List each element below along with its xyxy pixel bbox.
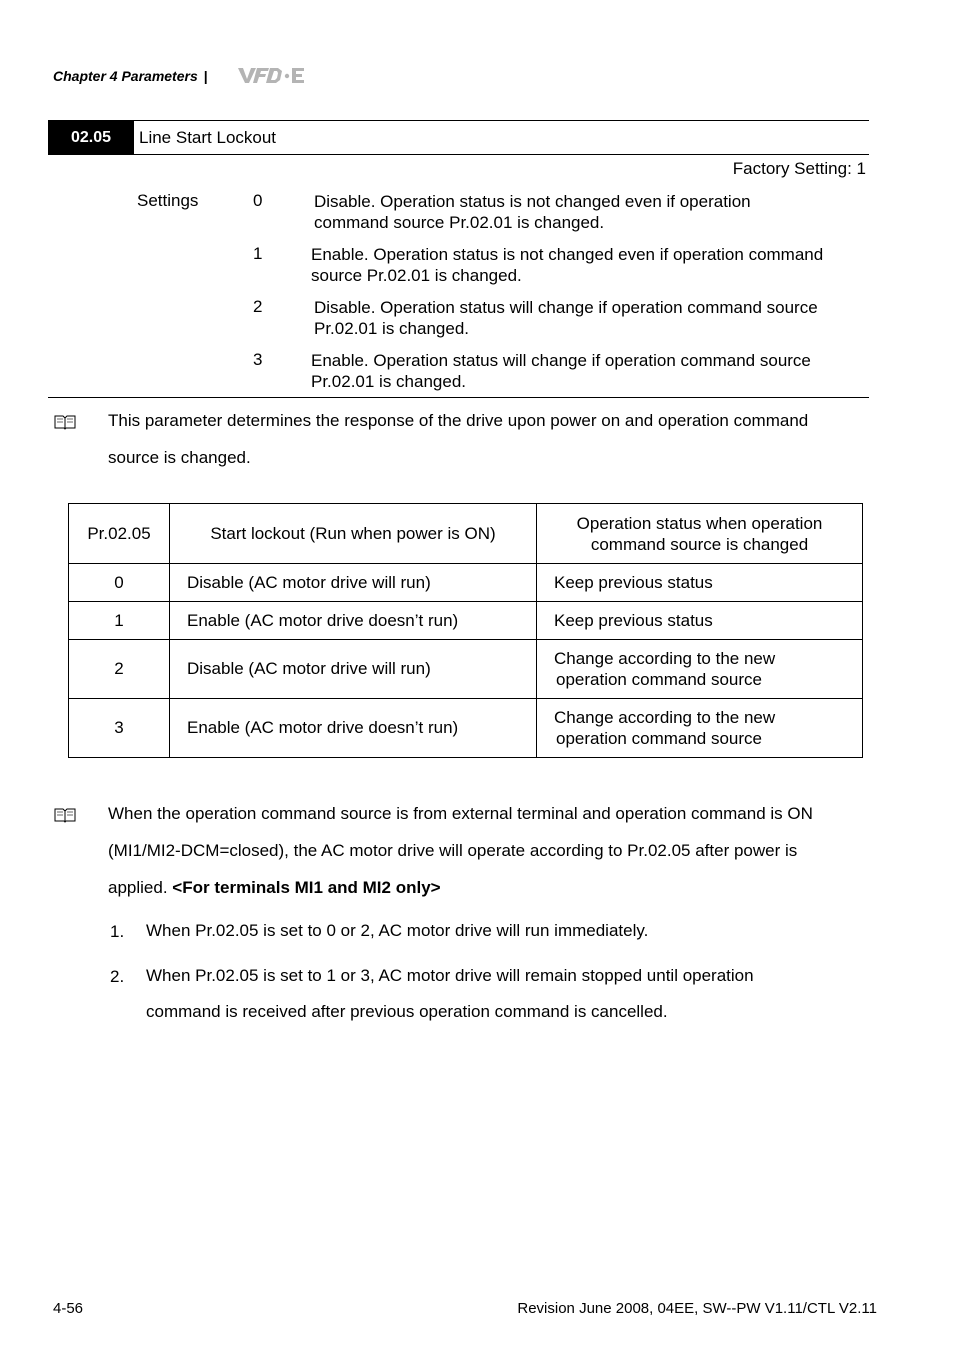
book-icon	[54, 807, 76, 823]
table-cell-value: 0	[69, 564, 170, 602]
table-row	[69, 640, 863, 699]
lockout-table	[68, 503, 863, 758]
table-cell-lockout: Enable (AC motor drive doesn’t run)	[170, 602, 537, 640]
setting-value: 2	[253, 297, 263, 316]
list-item-text	[146, 958, 876, 1030]
setting-description-line: command source Pr.02.01 is changed.	[314, 213, 605, 232]
header-separator: |	[203, 68, 208, 84]
setting-description-line: Pr.02.01 is changed.	[314, 319, 470, 338]
note-line	[108, 869, 878, 906]
note-bold-text: <For terminals MI1 and MI2 only>	[172, 878, 441, 897]
list-number: 2.	[110, 967, 125, 986]
list-number: 1.	[110, 922, 125, 941]
parameter-title-row	[48, 120, 869, 155]
note-line: source is changed.	[108, 448, 251, 467]
table-cell-value: 2	[69, 640, 170, 699]
list-line: When Pr.02.05 is set to 0 or 2, AC motor drive will run immediately.	[146, 921, 649, 940]
setting-value: 0	[253, 191, 263, 210]
table-cell-status: Keep previous status	[537, 564, 863, 602]
list-line: command is received after previous operation command is cancelled.	[146, 1002, 668, 1021]
vfd-e-logo	[236, 67, 306, 84]
note-line: (MI1/MI2-DCM=closed), the AC motor drive will operate according to Pr.02.05 after power is	[108, 841, 798, 860]
table-header-cell: Pr.02.05	[69, 504, 170, 564]
setting-description-line: Pr.02.01 is changed.	[311, 372, 467, 391]
table-cell-line: Change according to the new	[554, 649, 776, 668]
book-icon	[54, 414, 76, 430]
list-item-text	[146, 913, 876, 949]
list-line: When Pr.02.05 is set to 1 or 3, AC motor drive will remain stopped until operation	[146, 966, 754, 985]
setting-description	[311, 244, 871, 286]
table-cell-line: operation command source	[556, 729, 763, 748]
note-paragraph	[108, 795, 878, 906]
table-cell-lockout: Disable (AC motor drive will run)	[170, 564, 537, 602]
page-number: 4-56	[53, 1300, 84, 1317]
setting-description-line: Enable. Operation status will change if operation command source	[311, 351, 811, 370]
table-cell-line: Change according to the new	[554, 708, 776, 727]
setting-value: 3	[253, 350, 263, 369]
setting-description-line: source Pr.02.01 is changed.	[311, 266, 522, 285]
setting-description	[311, 350, 871, 392]
table-header-row	[69, 504, 863, 564]
table-cell-lockout: Enable (AC motor drive doesn’t run)	[170, 699, 537, 758]
table-cell-value: 1	[69, 602, 170, 640]
note-text: applied.	[108, 878, 168, 897]
note-line: This parameter determines the response of the drive upon power on and operation command	[108, 411, 809, 430]
setting-description	[314, 297, 874, 339]
setting-description-line: Enable. Operation status is not changed even if operation command	[311, 245, 824, 264]
chapter-title: Chapter 4 Parameters	[53, 68, 198, 84]
table-row	[69, 564, 863, 602]
table-cell-line: operation command source	[556, 670, 763, 689]
table-cell-status	[537, 699, 863, 758]
table-row	[69, 699, 863, 758]
table-row	[69, 602, 863, 640]
setting-description-line: Disable. Operation status is not changed even if operation	[314, 192, 751, 211]
table-header-line: Operation status when operation	[576, 513, 823, 533]
factory-setting: Factory Setting: 1	[732, 159, 866, 178]
table-header-cell	[537, 504, 863, 564]
table-header-cell: Start lockout (Run when power is ON)	[170, 504, 537, 564]
table-cell-value: 3	[69, 699, 170, 758]
table-header-line: command source is changed	[590, 534, 809, 554]
note-paragraph	[108, 402, 878, 476]
revision-text: Revision June 2008, 04EE, SW--PW V1.11/CTL V2.11	[517, 1300, 877, 1317]
table-cell-status: Keep previous status	[537, 602, 863, 640]
setting-description	[314, 191, 874, 233]
setting-value: 1	[253, 244, 263, 263]
note-line: When the operation command source is from external terminal and operation command is ON	[108, 804, 813, 823]
section-divider	[48, 397, 869, 398]
setting-description-line: Disable. Operation status will change if operation command source	[314, 298, 818, 317]
parameter-number: 02.05	[48, 121, 134, 154]
table-cell-lockout: Disable (AC motor drive will run)	[170, 640, 537, 699]
parameter-name: Line Start Lockout	[139, 128, 277, 147]
table-cell-status	[537, 640, 863, 699]
chapter-header	[53, 68, 208, 84]
settings-label: Settings	[137, 191, 199, 210]
